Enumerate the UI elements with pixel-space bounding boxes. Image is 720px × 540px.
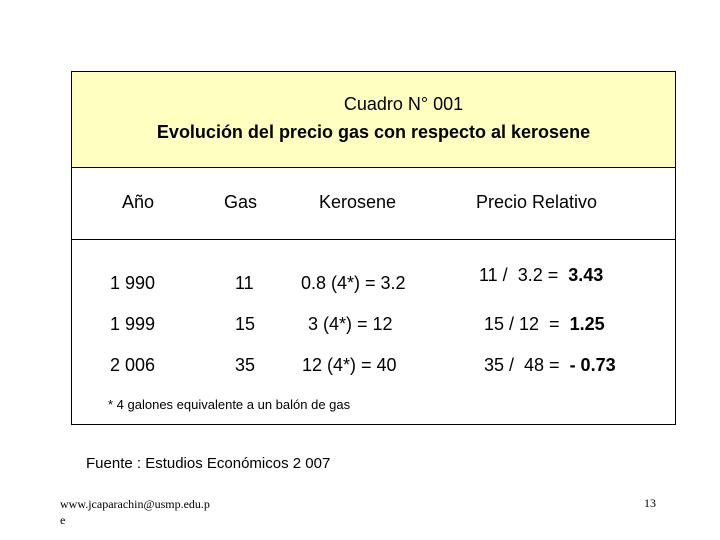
row-relative-price: 15 / 12 = 1.25	[484, 314, 605, 334]
row-gas: 11	[235, 273, 254, 293]
footer-website: www.jcaparachin@usmp.edu.pe	[60, 497, 210, 527]
page-number: 13	[644, 496, 656, 510]
column-header-kerosene: Kerosene	[319, 192, 397, 212]
row-relative-price: 11 / 3.2 = 3.43	[479, 265, 604, 285]
table-title: Cuadro N° 001	[343, 94, 464, 114]
column-header-gas: Gas	[224, 192, 258, 212]
row-year: 1 999	[110, 314, 156, 334]
column-header-row	[72, 168, 675, 240]
row-relative-price: 35 / 48 = - 0.73	[484, 355, 616, 375]
column-header-relative-price: Precio Relativo	[476, 192, 598, 212]
row-kerosene: 0.8 (4*) = 3.2	[301, 273, 406, 293]
row-gas: 15	[235, 314, 256, 334]
table-box	[71, 71, 676, 425]
row-gas: 35	[235, 355, 256, 375]
source-note: Fuente : Estudios Económicos 2 007	[86, 455, 331, 472]
row-kerosene: 12 (4*) = 40	[302, 355, 397, 375]
row-year: 2 006	[110, 355, 156, 375]
row-kerosene: 3 (4*) = 12	[308, 314, 393, 334]
column-header-year: Año	[122, 192, 155, 212]
table-header	[72, 72, 675, 168]
row-year: 1 990	[110, 273, 156, 293]
table-footnote: * 4 galones equivalente a un balón de gas	[108, 397, 351, 412]
table-subtitle: Evolución del precio gas con respecto al kerosene	[156, 122, 591, 142]
